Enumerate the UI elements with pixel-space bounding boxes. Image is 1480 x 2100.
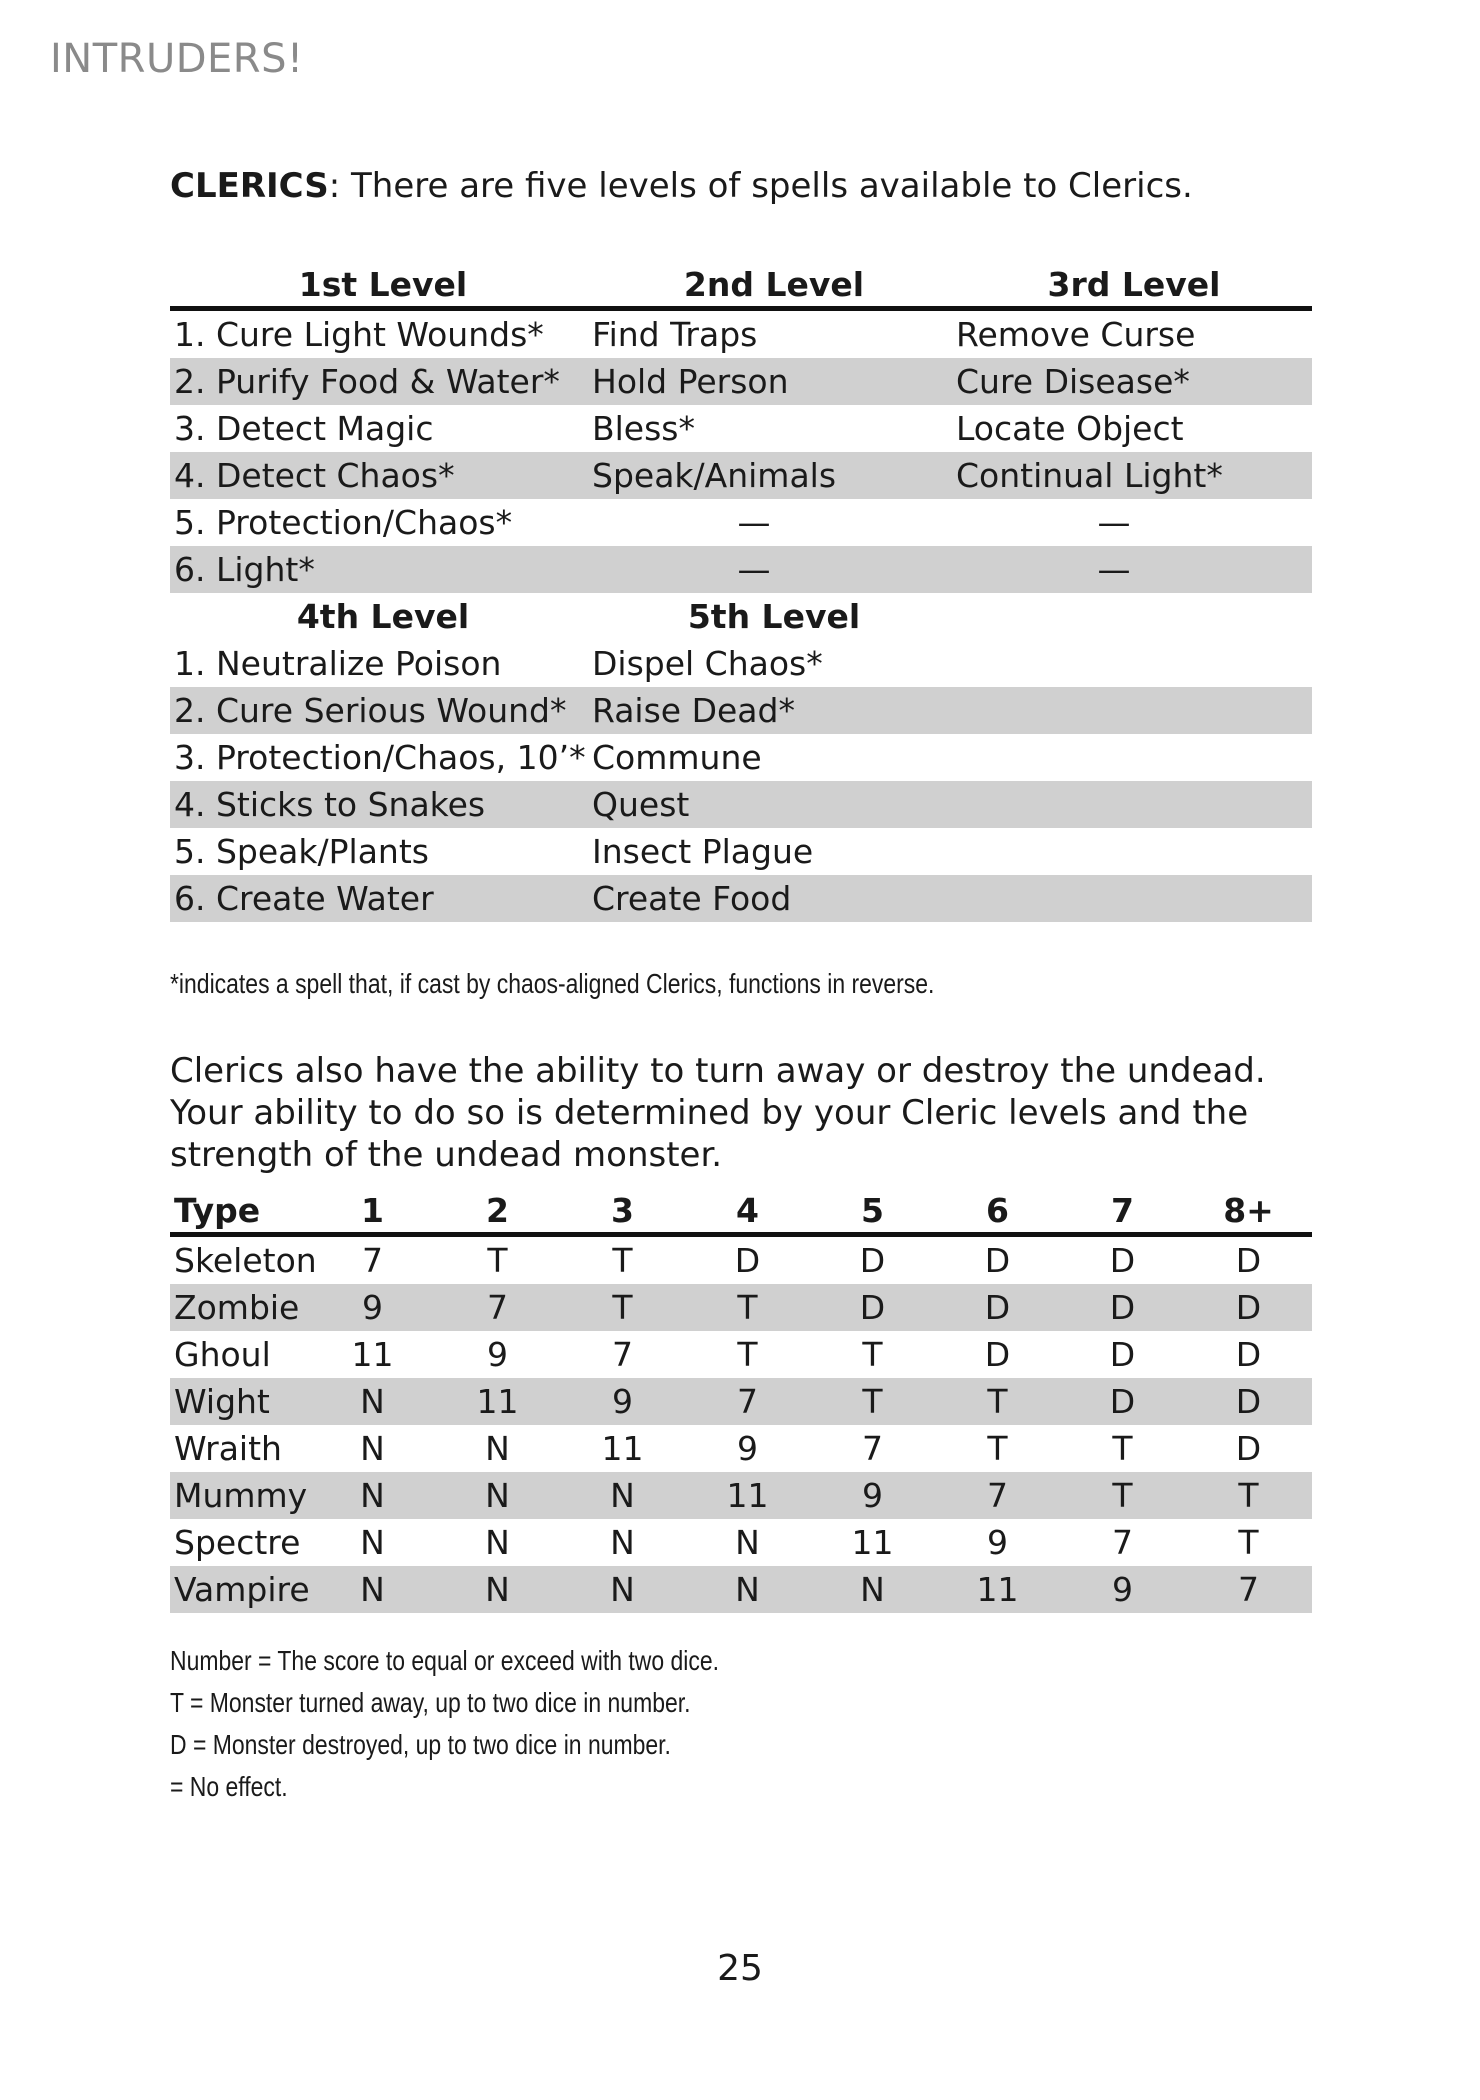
turn-result: D [1235, 1335, 1262, 1374]
turn-table-header: 7 [1111, 1190, 1134, 1230]
intro-text: : There are five levels of spells available to Clerics. [328, 166, 1193, 206]
turn-result: T [737, 1335, 758, 1374]
spell-row [170, 781, 1312, 828]
turn-table-row [170, 1284, 1312, 1331]
spell-level-header: 1st Level [298, 264, 468, 304]
turn-table-row [170, 1378, 1312, 1425]
turn-result: 9 [737, 1429, 758, 1468]
turn-result: D [984, 1335, 1011, 1374]
spell-cell: 5. Speak/Plants [174, 832, 429, 871]
turn-result: 7 [612, 1335, 633, 1374]
spell-row [170, 734, 1312, 781]
turn-table-row [170, 1425, 1312, 1472]
spell-cell: — [737, 503, 771, 542]
spell-cell: 1. Cure Light Wounds* [174, 315, 544, 354]
turn-result: N [860, 1570, 885, 1609]
spell-row [170, 828, 1312, 875]
spell-row [170, 640, 1312, 687]
turn-undead-legend [170, 1640, 719, 1808]
spell-cell: Hold Person [592, 362, 789, 401]
spell-cell: Bless* [592, 409, 695, 448]
monster-type: Mummy [174, 1476, 308, 1515]
spell-level-header: 4th Level [296, 597, 470, 636]
turn-result: 11 [976, 1570, 1019, 1609]
spell-cell: 5. Protection/Chaos* [174, 503, 513, 542]
turn-result: N [360, 1570, 385, 1609]
turn-result: D [984, 1288, 1011, 1327]
spell-cell: Commune [592, 738, 762, 777]
turn-result: D [1109, 1335, 1136, 1374]
spell-row [170, 405, 1312, 452]
spell-level-header: 2nd Level [683, 264, 865, 304]
turn-result: 11 [726, 1476, 769, 1515]
spell-cell: Find Traps [592, 315, 758, 354]
monster-type: Spectre [174, 1523, 301, 1562]
turn-result: 11 [851, 1523, 894, 1562]
turn-result: T [1112, 1429, 1133, 1468]
turn-result: T [1238, 1476, 1259, 1515]
spell-cell: Continual Light* [956, 456, 1223, 495]
turn-result: 7 [487, 1288, 508, 1327]
turn-result: D [859, 1241, 886, 1280]
turn-result: T [862, 1335, 883, 1374]
turn-table-header: 8+ [1223, 1190, 1274, 1230]
spell-footnote: *indicates a spell that, if cast by chaos-aligned Clerics, functions in reverse. [170, 968, 935, 999]
turn-undead-paragraph: Clerics also have the ability to turn away or destroy the undead. Your ability to do so is determined by your Cleric levels and the strength of the undead monster. [170, 1051, 1266, 1175]
spell-cell: Locate Object [956, 409, 1184, 448]
turn-table-header: 6 [986, 1190, 1009, 1230]
turn-table-row [170, 1331, 1312, 1378]
turn-result: D [1235, 1382, 1262, 1421]
spell-cell: 6. Create Water [174, 879, 434, 918]
turn-result: N [360, 1476, 385, 1515]
turn-result: D [1109, 1241, 1136, 1280]
turn-result: D [734, 1241, 761, 1280]
spell-cell: 4. Sticks to Snakes [174, 785, 486, 824]
turn-result: 7 [737, 1382, 758, 1421]
turn-result: T [612, 1241, 633, 1280]
turn-result: D [1109, 1382, 1136, 1421]
turn-result: T [737, 1288, 758, 1327]
turn-result: N [485, 1476, 510, 1515]
turn-result: 11 [601, 1429, 644, 1468]
spell-cell: 6. Light* [174, 550, 315, 589]
monster-type: Skeleton [174, 1241, 317, 1280]
legend-line: = No effect. [170, 1771, 288, 1802]
turn-result: N [610, 1570, 635, 1609]
clerics-heading: CLERICS [170, 166, 329, 206]
page-number: 25 [717, 1948, 763, 1989]
spell-cell: — [1097, 503, 1131, 542]
spell-cell: 1. Neutralize Poison [174, 644, 502, 683]
spell-cell: 2. Purify Food & Water* [174, 362, 560, 401]
turn-result: N [360, 1382, 385, 1421]
turn-result: N [360, 1429, 385, 1468]
turn-result: 11 [351, 1335, 394, 1374]
turn-table-row [170, 1566, 1312, 1613]
spell-row [170, 311, 1312, 358]
spell-level-header: 3rd Level [1047, 264, 1221, 304]
spell-cell: 4. Detect Chaos* [174, 456, 455, 495]
spell-cell: Quest [592, 785, 690, 824]
spell-level-header: 5th Level [687, 597, 861, 636]
turn-result: D [984, 1241, 1011, 1280]
spell-cell: Speak/Animals [592, 456, 837, 495]
spell-row [170, 546, 1312, 593]
turn-result: 9 [862, 1476, 883, 1515]
turn-undead-table [170, 1188, 1312, 1613]
turn-result: D [1235, 1288, 1262, 1327]
spell-cell: 3. Detect Magic [174, 409, 434, 448]
spell-cell: Raise Dead* [592, 691, 795, 730]
turn-result: T [987, 1429, 1008, 1468]
spell-cell: Create Food [592, 879, 792, 918]
legend-line: T = Monster turned away, up to two dice in number. [170, 1687, 691, 1718]
turn-result: T [612, 1288, 633, 1327]
monster-type: Zombie [174, 1288, 300, 1327]
turn-result: 9 [1112, 1570, 1133, 1609]
turn-table-row [170, 1519, 1312, 1566]
turn-result: N [485, 1429, 510, 1468]
turn-result: N [360, 1523, 385, 1562]
turn-table-row [170, 1237, 1312, 1284]
turn-result: D [1235, 1241, 1262, 1280]
turn-result: 7 [1112, 1523, 1133, 1562]
monster-type: Ghoul [174, 1335, 271, 1374]
turn-table-header: 1 [361, 1190, 384, 1230]
monster-type: Wraith [174, 1429, 282, 1468]
turn-result: N [610, 1476, 635, 1515]
monster-type: Vampire [174, 1570, 310, 1609]
turn-table-row [170, 1472, 1312, 1519]
turn-table-header: 4 [736, 1190, 759, 1230]
turn-result: T [1112, 1476, 1133, 1515]
spell-cell: Remove Curse [956, 315, 1196, 354]
turn-result: N [610, 1523, 635, 1562]
turn-result: T [487, 1241, 508, 1280]
turn-table-header: 5 [861, 1190, 884, 1230]
intro-line [170, 166, 1193, 206]
turn-table-header-row [170, 1188, 1312, 1237]
spell-cell: 3. Protection/Chaos, 10’* [174, 738, 586, 777]
legend-line: D = Monster destroyed, up to two dice in number. [170, 1729, 671, 1760]
turn-result: T [862, 1382, 883, 1421]
turn-table-header: Type [174, 1190, 261, 1230]
turn-result: 9 [362, 1288, 383, 1327]
turn-result: 7 [862, 1429, 883, 1468]
cleric-spell-table [170, 262, 1312, 922]
turn-result: N [485, 1570, 510, 1609]
turn-table-header: 2 [486, 1190, 509, 1230]
spell-cell: Insect Plague [592, 832, 814, 871]
turn-result: N [485, 1523, 510, 1562]
monster-type: Wight [174, 1382, 270, 1421]
turn-result: 9 [487, 1335, 508, 1374]
spell-row [170, 358, 1312, 405]
turn-result: N [735, 1570, 760, 1609]
turn-table-header: 3 [611, 1190, 634, 1230]
spell-row [170, 452, 1312, 499]
turn-result: 9 [987, 1523, 1008, 1562]
turn-result: 11 [476, 1382, 519, 1421]
spell-cell: Dispel Chaos* [592, 644, 823, 683]
running-header: INTRUDERS! [50, 36, 304, 82]
spell-row [170, 687, 1312, 734]
turn-result: D [1235, 1429, 1262, 1468]
spell-row [170, 499, 1312, 546]
spell-cell: Cure Disease* [956, 362, 1190, 401]
spell-row [170, 875, 1312, 922]
turn-result: T [1238, 1523, 1259, 1562]
spell-cell: — [737, 550, 771, 589]
turn-result: T [987, 1382, 1008, 1421]
turn-result: D [1109, 1288, 1136, 1327]
turn-result: N [735, 1523, 760, 1562]
turn-result: D [859, 1288, 886, 1327]
turn-result: 7 [987, 1476, 1008, 1515]
turn-result: 9 [612, 1382, 633, 1421]
spell-cell: — [1097, 550, 1131, 589]
legend-line: Number = The score to equal or exceed with two dice. [170, 1645, 719, 1676]
spell-cell: 2. Cure Serious Wound* [174, 691, 567, 730]
spell-level-header-row [170, 262, 1312, 311]
spell-level-header-row [170, 593, 1312, 640]
turn-result: 7 [1238, 1570, 1259, 1609]
turn-result: 7 [362, 1241, 383, 1280]
